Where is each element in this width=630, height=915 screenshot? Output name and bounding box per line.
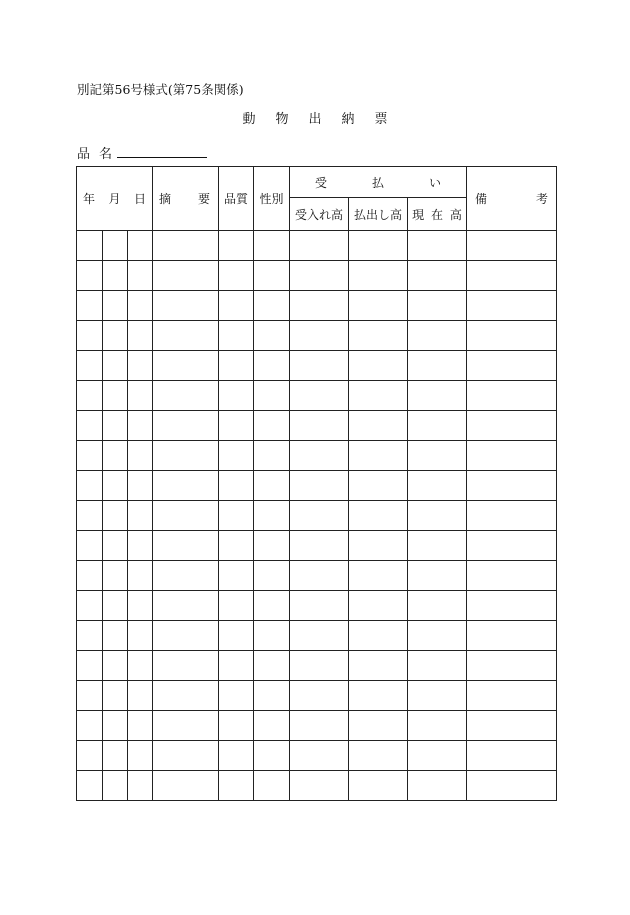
header-current-balance xyxy=(408,198,467,231)
cell-quality[interactable] xyxy=(219,621,254,651)
cell-year[interactable] xyxy=(77,231,103,261)
cell-paid-out[interactable] xyxy=(349,381,408,411)
cell-paid-out[interactable] xyxy=(349,501,408,531)
cell-current-balance[interactable] xyxy=(408,261,467,291)
cell-year[interactable] xyxy=(77,381,103,411)
cell-quality[interactable] xyxy=(219,591,254,621)
cell-month[interactable] xyxy=(103,621,128,651)
cell-summary[interactable] xyxy=(153,291,219,321)
cell-current-balance[interactable] xyxy=(408,591,467,621)
cell-summary[interactable] xyxy=(153,561,219,591)
cell-current-balance[interactable] xyxy=(408,621,467,651)
cell-current-balance[interactable] xyxy=(408,381,467,411)
cell-paid-out[interactable] xyxy=(349,291,408,321)
cell-current-balance[interactable] xyxy=(408,651,467,681)
cell-remarks[interactable] xyxy=(467,231,557,261)
cell-received[interactable] xyxy=(290,651,349,681)
cell-day[interactable] xyxy=(128,471,153,501)
cell-day[interactable] xyxy=(128,621,153,651)
table-row xyxy=(77,411,557,441)
cell-remarks[interactable] xyxy=(467,681,557,711)
cell-current-balance[interactable] xyxy=(408,741,467,771)
cell-year[interactable] xyxy=(77,591,103,621)
cell-sex[interactable] xyxy=(254,411,290,441)
cell-sex[interactable] xyxy=(254,261,290,291)
cell-remarks[interactable] xyxy=(467,531,557,561)
cell-day[interactable] xyxy=(128,591,153,621)
cell-current-balance[interactable] xyxy=(408,531,467,561)
cell-quality[interactable] xyxy=(219,651,254,681)
cell-day[interactable] xyxy=(128,501,153,531)
cell-quality[interactable] xyxy=(219,381,254,411)
cell-sex[interactable] xyxy=(254,621,290,651)
cell-sex[interactable] xyxy=(254,471,290,501)
cell-day[interactable] xyxy=(128,261,153,291)
table-row xyxy=(77,681,557,711)
cell-received[interactable] xyxy=(290,351,349,381)
cell-current-balance[interactable] xyxy=(408,291,467,321)
cell-sex[interactable] xyxy=(254,651,290,681)
table-row xyxy=(77,231,557,261)
ledger-table xyxy=(76,166,557,801)
header-movement-char-1: 受 xyxy=(315,175,328,190)
cell-remarks[interactable] xyxy=(467,471,557,501)
cell-remarks[interactable] xyxy=(467,651,557,681)
cell-sex[interactable] xyxy=(254,591,290,621)
cell-year[interactable] xyxy=(77,651,103,681)
cell-current-balance[interactable] xyxy=(408,321,467,351)
cell-remarks[interactable] xyxy=(467,741,557,771)
cell-paid-out[interactable] xyxy=(349,531,408,561)
header-remarks xyxy=(467,167,557,231)
cell-sex[interactable] xyxy=(254,321,290,351)
cell-year[interactable] xyxy=(77,471,103,501)
cell-year[interactable] xyxy=(77,411,103,441)
cell-year[interactable] xyxy=(77,291,103,321)
cell-year[interactable] xyxy=(77,441,103,471)
cell-year[interactable] xyxy=(77,561,103,591)
document-title: 動物出納票 xyxy=(242,112,408,127)
cell-year[interactable] xyxy=(77,531,103,561)
cell-sex[interactable] xyxy=(254,231,290,261)
cell-sex[interactable] xyxy=(254,351,290,381)
cell-quality[interactable] xyxy=(219,291,254,321)
cell-sex[interactable] xyxy=(254,501,290,531)
cell-year[interactable] xyxy=(77,681,103,711)
table-row xyxy=(77,651,557,681)
header-month: 月 xyxy=(108,192,121,206)
cell-received[interactable] xyxy=(290,771,349,801)
cell-sex[interactable] xyxy=(254,291,290,321)
header-remarks-char-2: 考 xyxy=(536,192,549,206)
item-name-field xyxy=(77,143,121,162)
cell-remarks[interactable] xyxy=(467,321,557,351)
cell-received[interactable] xyxy=(290,501,349,531)
cell-paid-out[interactable] xyxy=(349,651,408,681)
cell-summary[interactable] xyxy=(153,771,219,801)
cell-remarks[interactable] xyxy=(467,711,557,741)
cell-month[interactable] xyxy=(103,381,128,411)
cell-year[interactable] xyxy=(77,621,103,651)
cell-summary[interactable] xyxy=(153,471,219,501)
header-quality: 品質 xyxy=(219,167,254,231)
cell-current-balance[interactable] xyxy=(408,681,467,711)
cell-received[interactable] xyxy=(290,531,349,561)
cell-summary[interactable] xyxy=(153,231,219,261)
cell-received[interactable] xyxy=(290,381,349,411)
cell-sex[interactable] xyxy=(254,711,290,741)
cell-month[interactable] xyxy=(103,501,128,531)
table-row xyxy=(77,561,557,591)
cell-received[interactable] xyxy=(290,561,349,591)
cell-summary[interactable] xyxy=(153,411,219,441)
cell-month[interactable] xyxy=(103,411,128,441)
cell-month[interactable] xyxy=(103,741,128,771)
cell-paid-out[interactable] xyxy=(349,741,408,771)
cell-received[interactable] xyxy=(290,621,349,651)
cell-received[interactable] xyxy=(290,741,349,771)
cell-remarks[interactable] xyxy=(467,561,557,591)
cell-quality[interactable] xyxy=(219,531,254,561)
table-row xyxy=(77,381,557,411)
header-summary-char-1: 摘 xyxy=(159,192,172,206)
cell-paid-out[interactable] xyxy=(349,711,408,741)
cell-current-balance[interactable] xyxy=(408,501,467,531)
header-sex: 性別 xyxy=(254,167,290,231)
table-row xyxy=(77,771,557,801)
cell-current-balance[interactable] xyxy=(408,771,467,801)
cell-remarks[interactable] xyxy=(467,291,557,321)
cell-month[interactable] xyxy=(103,561,128,591)
cell-paid-out[interactable] xyxy=(349,591,408,621)
cell-day[interactable] xyxy=(128,231,153,261)
cell-paid-out[interactable] xyxy=(349,321,408,351)
cell-month[interactable] xyxy=(103,291,128,321)
cell-day[interactable] xyxy=(128,411,153,441)
header-balance-char-2: 在 xyxy=(431,207,444,222)
cell-year[interactable] xyxy=(77,321,103,351)
table-row xyxy=(77,351,557,381)
cell-received[interactable] xyxy=(290,231,349,261)
cell-current-balance[interactable] xyxy=(408,411,467,441)
item-name-underline xyxy=(117,157,207,158)
cell-received[interactable] xyxy=(290,321,349,351)
cell-sex[interactable] xyxy=(254,441,290,471)
cell-month[interactable] xyxy=(103,261,128,291)
cell-current-balance[interactable] xyxy=(408,561,467,591)
cell-received[interactable] xyxy=(290,711,349,741)
cell-summary[interactable] xyxy=(153,261,219,291)
cell-remarks[interactable] xyxy=(467,501,557,531)
cell-month[interactable] xyxy=(103,351,128,381)
table-row xyxy=(77,441,557,471)
cell-sex[interactable] xyxy=(254,561,290,591)
cell-paid-out[interactable] xyxy=(349,441,408,471)
cell-sex[interactable] xyxy=(254,771,290,801)
cell-sex[interactable] xyxy=(254,741,290,771)
cell-quality[interactable] xyxy=(219,351,254,381)
table-row xyxy=(77,471,557,501)
header-date xyxy=(77,167,153,231)
cell-month[interactable] xyxy=(103,321,128,351)
cell-day[interactable] xyxy=(128,651,153,681)
cell-month[interactable] xyxy=(103,681,128,711)
cell-day[interactable] xyxy=(128,441,153,471)
cell-quality[interactable] xyxy=(219,741,254,771)
cell-day[interactable] xyxy=(128,561,153,591)
cell-summary[interactable] xyxy=(153,531,219,561)
header-movement-char-3: い xyxy=(428,175,441,190)
cell-quality[interactable] xyxy=(219,411,254,441)
cell-quality[interactable] xyxy=(219,771,254,801)
cell-day[interactable] xyxy=(128,681,153,711)
cell-summary[interactable] xyxy=(153,501,219,531)
table-row xyxy=(77,261,557,291)
table-row xyxy=(77,501,557,531)
cell-summary[interactable] xyxy=(153,351,219,381)
cell-summary[interactable] xyxy=(153,711,219,741)
cell-quality[interactable] xyxy=(219,471,254,501)
cell-summary[interactable] xyxy=(153,591,219,621)
cell-month[interactable] xyxy=(103,651,128,681)
item-name-label: 品名 xyxy=(77,147,122,162)
cell-received[interactable] xyxy=(290,471,349,501)
header-summary-char-2: 要 xyxy=(198,192,211,206)
cell-month[interactable] xyxy=(103,471,128,501)
cell-day[interactable] xyxy=(128,381,153,411)
cell-current-balance[interactable] xyxy=(408,471,467,501)
cell-paid-out[interactable] xyxy=(349,561,408,591)
cell-month[interactable] xyxy=(103,441,128,471)
cell-day[interactable] xyxy=(128,291,153,321)
cell-day[interactable] xyxy=(128,711,153,741)
cell-sex[interactable] xyxy=(254,381,290,411)
table-row xyxy=(77,291,557,321)
cell-quality[interactable] xyxy=(219,561,254,591)
cell-received[interactable] xyxy=(290,591,349,621)
cell-paid-out[interactable] xyxy=(349,471,408,501)
cell-remarks[interactable] xyxy=(467,591,557,621)
cell-day[interactable] xyxy=(128,351,153,381)
cell-month[interactable] xyxy=(103,531,128,561)
cell-received[interactable] xyxy=(290,291,349,321)
header-summary xyxy=(153,167,219,231)
cell-paid-out[interactable] xyxy=(349,261,408,291)
cell-remarks[interactable] xyxy=(467,621,557,651)
cell-month[interactable] xyxy=(103,771,128,801)
cell-day[interactable] xyxy=(128,531,153,561)
cell-day[interactable] xyxy=(128,741,153,771)
cell-month[interactable] xyxy=(103,711,128,741)
cell-month[interactable] xyxy=(103,231,128,261)
cell-quality[interactable] xyxy=(219,711,254,741)
header-movement-char-2: 払 xyxy=(372,175,385,190)
cell-quality[interactable] xyxy=(219,321,254,351)
cell-month[interactable] xyxy=(103,591,128,621)
cell-summary[interactable] xyxy=(153,741,219,771)
header-balance-char-3: 高 xyxy=(449,207,462,222)
table-row xyxy=(77,321,557,351)
cell-quality[interactable] xyxy=(219,681,254,711)
cell-remarks[interactable] xyxy=(467,381,557,411)
cell-quality[interactable] xyxy=(219,501,254,531)
cell-remarks[interactable] xyxy=(467,261,557,291)
cell-year[interactable] xyxy=(77,501,103,531)
header-paid-out: 払出し高 xyxy=(349,198,408,231)
header-day: 日 xyxy=(134,192,147,206)
cell-current-balance[interactable] xyxy=(408,441,467,471)
cell-quality[interactable] xyxy=(219,441,254,471)
cell-received[interactable] xyxy=(290,261,349,291)
cell-paid-out[interactable] xyxy=(349,411,408,441)
cell-remarks[interactable] xyxy=(467,411,557,441)
cell-current-balance[interactable] xyxy=(408,711,467,741)
cell-paid-out[interactable] xyxy=(349,231,408,261)
cell-remarks[interactable] xyxy=(467,351,557,381)
header-remarks-char-1: 備 xyxy=(475,192,488,206)
cell-year[interactable] xyxy=(77,351,103,381)
cell-day[interactable] xyxy=(128,771,153,801)
cell-summary[interactable] xyxy=(153,441,219,471)
cell-year[interactable] xyxy=(77,261,103,291)
header-balance-char-1: 現 xyxy=(412,207,425,222)
cell-quality[interactable] xyxy=(219,261,254,291)
cell-summary[interactable] xyxy=(153,321,219,351)
cell-summary[interactable] xyxy=(153,381,219,411)
cell-year[interactable] xyxy=(77,741,103,771)
cell-paid-out[interactable] xyxy=(349,681,408,711)
cell-received[interactable] xyxy=(290,681,349,711)
header-year: 年 xyxy=(83,192,96,206)
table-row xyxy=(77,711,557,741)
cell-paid-out[interactable] xyxy=(349,771,408,801)
cell-current-balance[interactable] xyxy=(408,351,467,381)
cell-summary[interactable] xyxy=(153,621,219,651)
header-movement xyxy=(290,167,467,198)
cell-year[interactable] xyxy=(77,771,103,801)
cell-quality[interactable] xyxy=(219,231,254,261)
cell-sex[interactable] xyxy=(254,681,290,711)
form-reference: 別記第56号様式(第75条関係) xyxy=(77,82,244,97)
cell-summary[interactable] xyxy=(153,681,219,711)
table-row xyxy=(77,621,557,651)
cell-summary[interactable] xyxy=(153,651,219,681)
table-row xyxy=(77,591,557,621)
cell-received[interactable] xyxy=(290,441,349,471)
header-received: 受入れ高 xyxy=(290,198,349,231)
table-row xyxy=(77,741,557,771)
cell-sex[interactable] xyxy=(254,531,290,561)
cell-paid-out[interactable] xyxy=(349,621,408,651)
cell-remarks[interactable] xyxy=(467,441,557,471)
cell-received[interactable] xyxy=(290,411,349,441)
table-row xyxy=(77,531,557,561)
cell-current-balance[interactable] xyxy=(408,231,467,261)
cell-day[interactable] xyxy=(128,321,153,351)
cell-paid-out[interactable] xyxy=(349,351,408,381)
cell-remarks[interactable] xyxy=(467,771,557,801)
cell-year[interactable] xyxy=(77,711,103,741)
